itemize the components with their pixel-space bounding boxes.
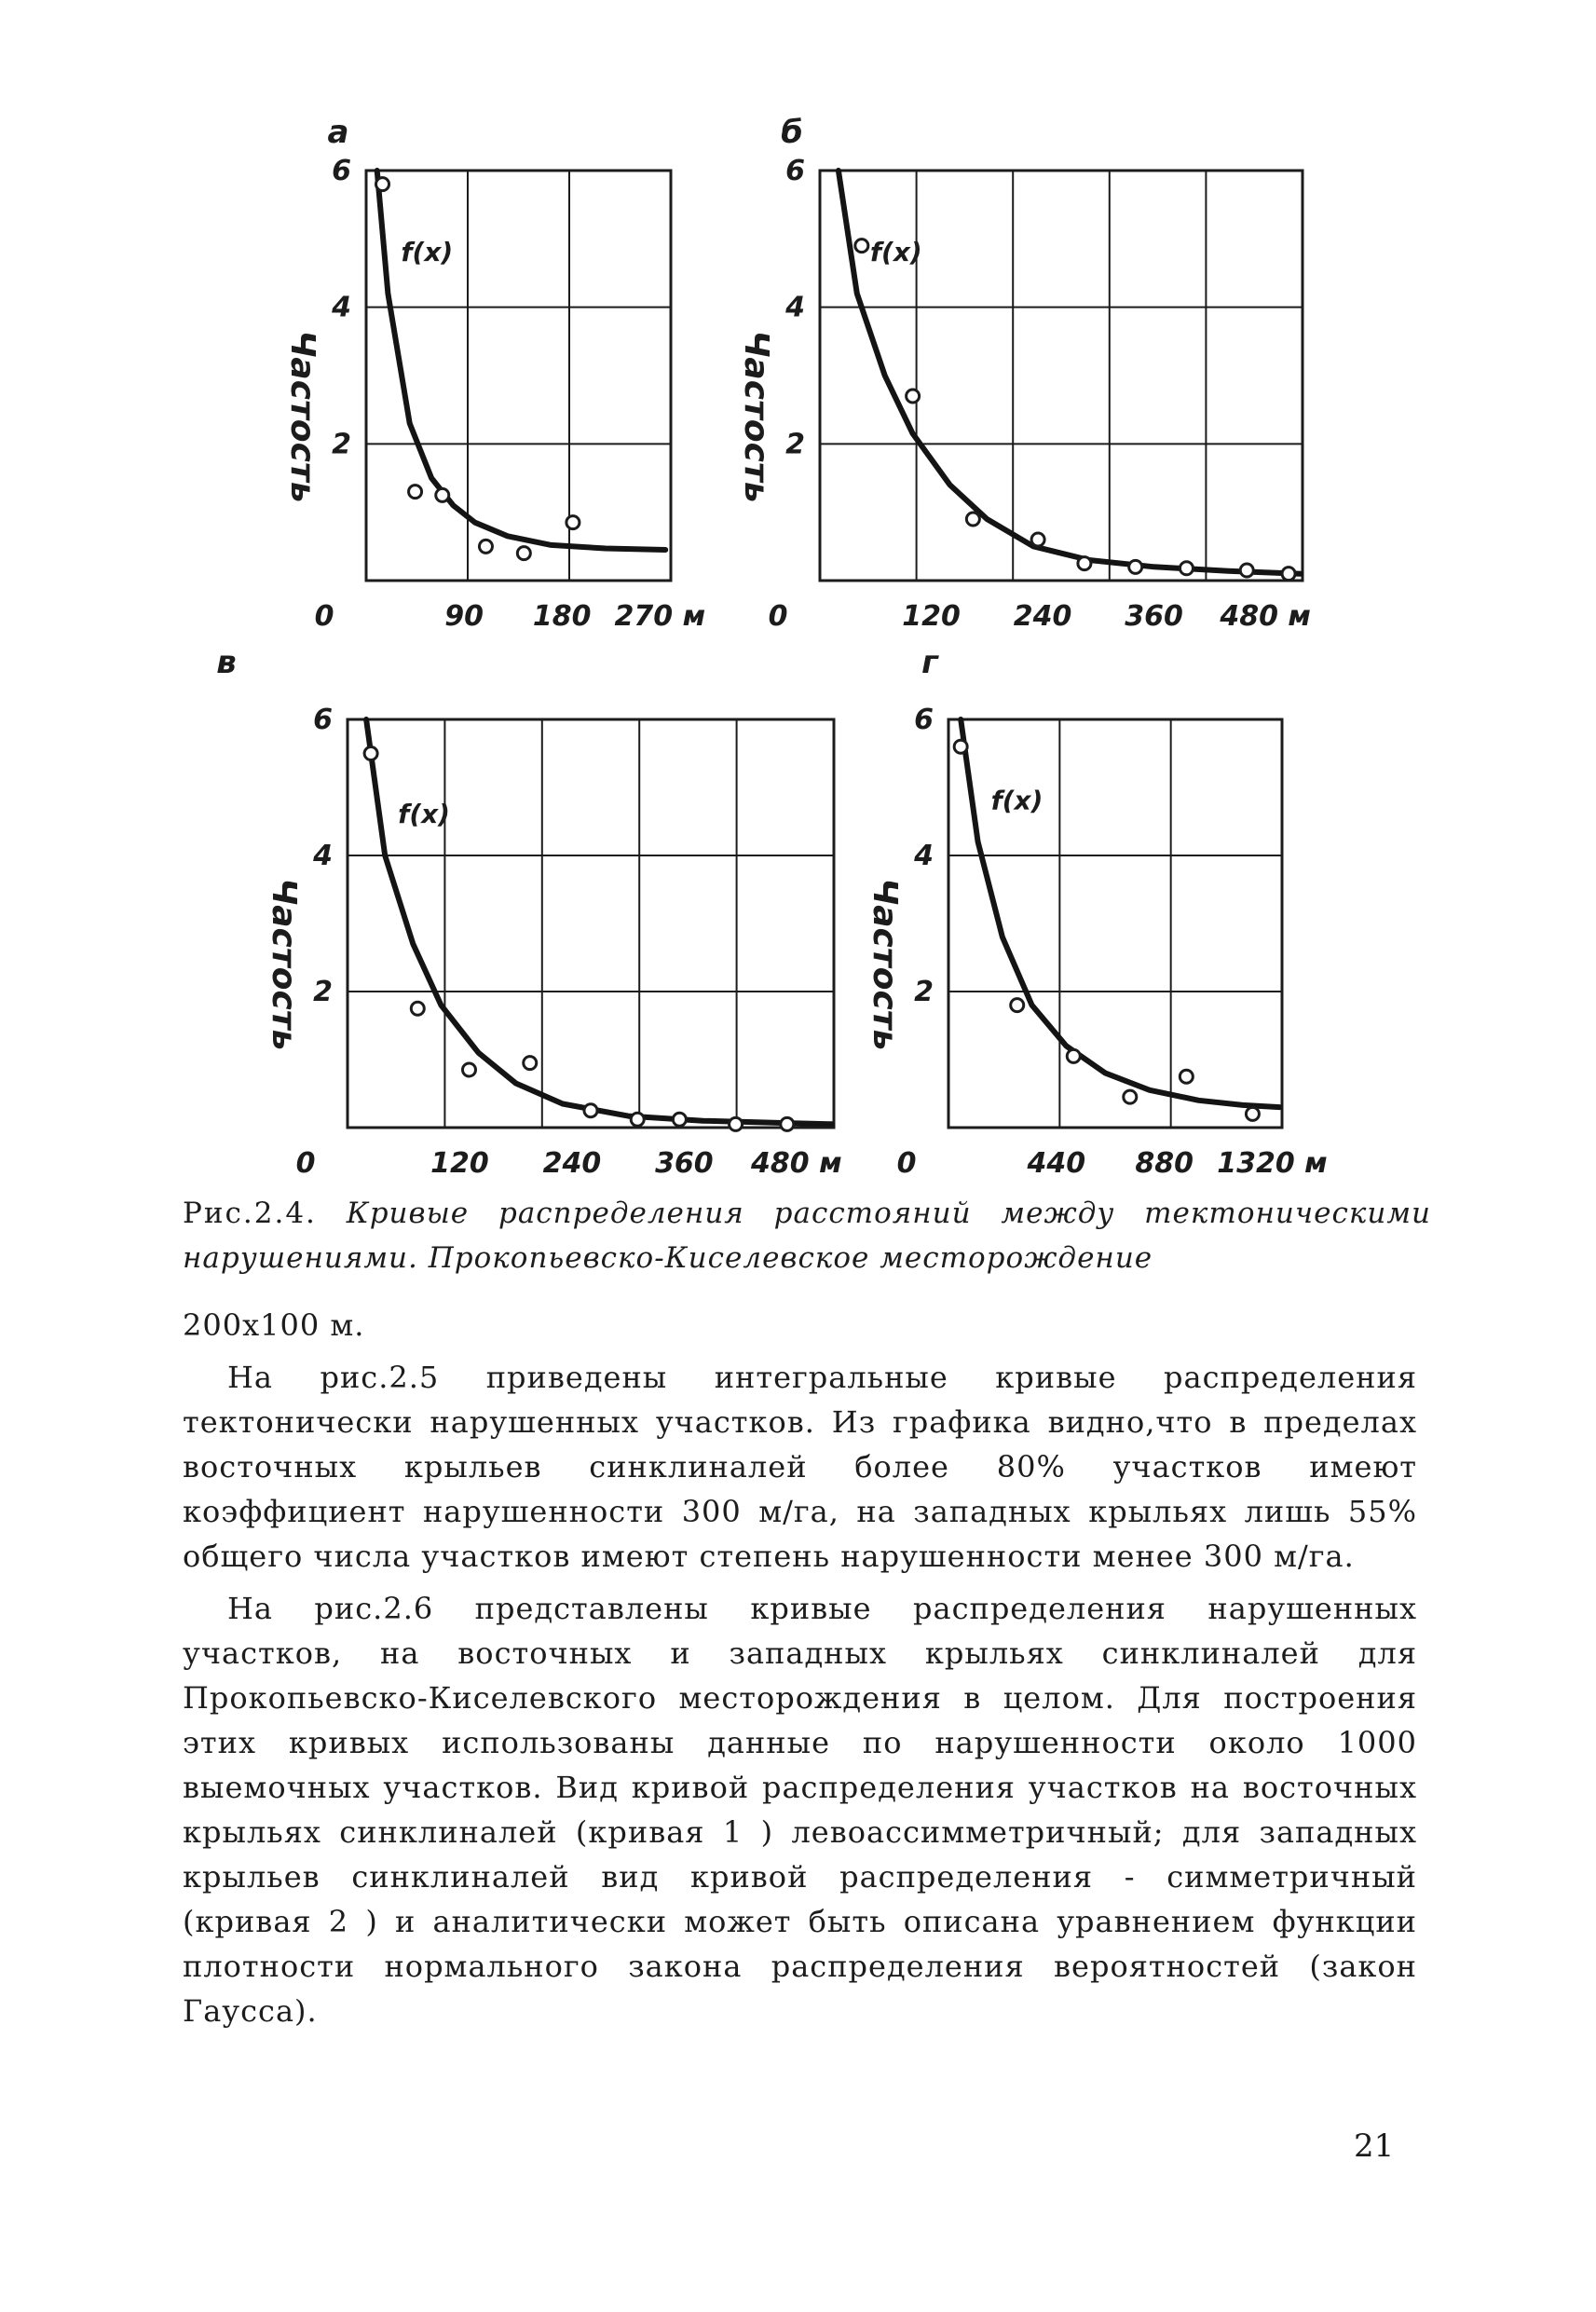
panel-4-x-tick: 0 bbox=[896, 1147, 917, 1180]
panel-1-y-tick: 2 bbox=[332, 428, 351, 461]
panel-2-y-axis-label: Частость bbox=[737, 330, 775, 503]
panel-3-y-tick: 2 bbox=[313, 976, 333, 1008]
panel-1-data-point bbox=[376, 178, 389, 191]
panel-2-data-point bbox=[855, 239, 868, 253]
panel-4-data-point bbox=[1067, 1049, 1080, 1062]
panel-3-data-point bbox=[631, 1113, 644, 1126]
panel-1-x-tick: 270 м bbox=[614, 600, 706, 633]
panel-2-y-tick: 2 bbox=[785, 428, 805, 461]
panel-2-fit-curve bbox=[839, 171, 1301, 574]
panel-4-y-tick: 6 bbox=[914, 704, 934, 736]
panel-1-y-axis-label: Частость bbox=[283, 330, 321, 503]
panel-3-data-point bbox=[584, 1104, 597, 1117]
panel-2-y-tick: 6 bbox=[785, 155, 805, 187]
panel-1-letter: а bbox=[327, 114, 349, 151]
panel-3-x-tick: 480 м bbox=[751, 1147, 842, 1180]
panel-1-data-point bbox=[479, 540, 492, 553]
panel-4-y-tick: 2 bbox=[914, 976, 934, 1008]
panel-3-data-point bbox=[524, 1057, 537, 1070]
panel-2-x-tick: 360 bbox=[1125, 600, 1183, 633]
panel-1-x-tick: 90 bbox=[444, 600, 484, 633]
panel-2-data-point bbox=[1078, 557, 1091, 570]
panel-3-x-tick: 0 bbox=[295, 1147, 316, 1180]
page-number: 21 bbox=[1354, 2127, 1395, 2165]
panel-1-data-point bbox=[566, 516, 580, 529]
paragraph-2: На рис.2.6 представлены кривые распределения нарушенных участков, на восточных и западных крыльях синклиналей для Прокопьевско-Киселевского месторождения в целом. Для построения этих кривых использованы данные по нарушенности около 1000 выемочных участков. Вид кривой распределения участков на восточных крыльях синклиналей (кривая 1 ) левоассимметричный; для западных крыльев синклиналей вид кривой распределения - симметричный (кривая 2 ) и аналитически может быть описана уравнением функции плотности нормального закона распределения вероятностей (закон Гаусса). bbox=[183, 1591, 1417, 2029]
panel-4-x-tick: 440 bbox=[1027, 1147, 1086, 1180]
panel-2-x-tick: 240 bbox=[1013, 600, 1072, 633]
panel-2-data-point bbox=[907, 390, 920, 403]
panel-2-frame bbox=[820, 171, 1303, 581]
panel-3-data-point bbox=[781, 1117, 794, 1130]
panel-1-data-point bbox=[409, 486, 422, 499]
panel-1-data-point bbox=[436, 488, 449, 501]
panel-2-data-point bbox=[1129, 560, 1142, 573]
panel-3-y-tick: 4 bbox=[313, 840, 333, 872]
panel-2-x-tick: 480 м bbox=[1220, 600, 1311, 633]
panel-2-curve-label: f(x) bbox=[869, 237, 922, 267]
panel-2-y-tick: 4 bbox=[785, 291, 805, 324]
panel-4-x-tick: 880 bbox=[1135, 1147, 1194, 1180]
panel-2-letter: б bbox=[781, 114, 803, 151]
panel-1-y-tick: 4 bbox=[332, 291, 351, 324]
panel-3-x-tick: 120 bbox=[430, 1147, 489, 1180]
panel-3-data-point bbox=[411, 1002, 424, 1015]
panel-3-letter: в bbox=[216, 644, 237, 681]
panel-4-data-point bbox=[1246, 1107, 1259, 1120]
panel-4-data-point bbox=[1124, 1090, 1137, 1103]
panel-3-y-tick: 6 bbox=[313, 704, 333, 736]
panel-4-y-axis-label: Частость bbox=[866, 878, 904, 1051]
panel-1-data-point bbox=[517, 547, 530, 560]
panel-3-x-tick: 360 bbox=[655, 1147, 714, 1180]
panel-1-curve-label: f(x) bbox=[401, 237, 454, 267]
panel-3-fit-curve bbox=[366, 719, 832, 1124]
panel-2-data-point bbox=[1240, 564, 1253, 577]
panel-1-x-tick: 0 bbox=[314, 600, 334, 633]
panel-4-letter: г bbox=[921, 644, 938, 681]
panel-1-x-tick: 180 bbox=[532, 600, 592, 633]
panel-1-frame bbox=[366, 171, 671, 581]
panel-3-data-point bbox=[673, 1113, 686, 1126]
figure-caption bbox=[183, 1191, 1431, 1280]
panel-4-x-tick: 1320 м bbox=[1217, 1147, 1328, 1180]
panel-2-data-point bbox=[1180, 562, 1193, 575]
panel-3-curve-label: f(x) bbox=[398, 799, 450, 829]
panel-4-data-point bbox=[1011, 999, 1024, 1012]
panel-3-frame bbox=[348, 719, 834, 1128]
panel-3-data-point bbox=[463, 1063, 476, 1076]
panel-2-data-point bbox=[1031, 533, 1044, 546]
panel-1-y-tick: 6 bbox=[332, 155, 351, 187]
panel-3-data-point bbox=[364, 747, 377, 760]
panel-4-data-point bbox=[1180, 1070, 1193, 1083]
panel-4-fit-curve bbox=[961, 719, 1279, 1107]
panel-4-curve-label: f(x) bbox=[990, 785, 1044, 816]
panel-3-x-tick: 240 bbox=[542, 1147, 602, 1180]
body-text bbox=[183, 1303, 1417, 2041]
paragraph-1: На рис.2.5 приведены интегральные кривые распределения тектонически нарушенных участков. Из графика видно,что в пределах восточных крыльев синклиналей более 80% участков имеют коэффициент нарушенности 300 м/га, на западных крыльях лишь 55% общего числа участков имеют степень нарушенности менее 300 м/га. bbox=[183, 1360, 1417, 1574]
panel-3-data-point bbox=[730, 1117, 743, 1130]
panel-2-x-tick: 120 bbox=[902, 600, 961, 633]
panel-2-x-tick: 0 bbox=[768, 600, 788, 633]
caption-lead: Рис.2.4. bbox=[183, 1197, 317, 1230]
panel-4-data-point bbox=[954, 740, 967, 753]
panel-2-data-point bbox=[1282, 568, 1295, 581]
panel-4-y-tick: 4 bbox=[914, 840, 934, 872]
panel-3-y-axis-label: Частость bbox=[265, 878, 303, 1051]
panel-2-data-point bbox=[966, 513, 979, 526]
continuation-line: 200х100 м. bbox=[183, 1307, 365, 1343]
caption-text: Кривые распределения расстояний между тектоническими нарушениями. Прокопьевско-Киселевское месторождение bbox=[183, 1197, 1432, 1275]
